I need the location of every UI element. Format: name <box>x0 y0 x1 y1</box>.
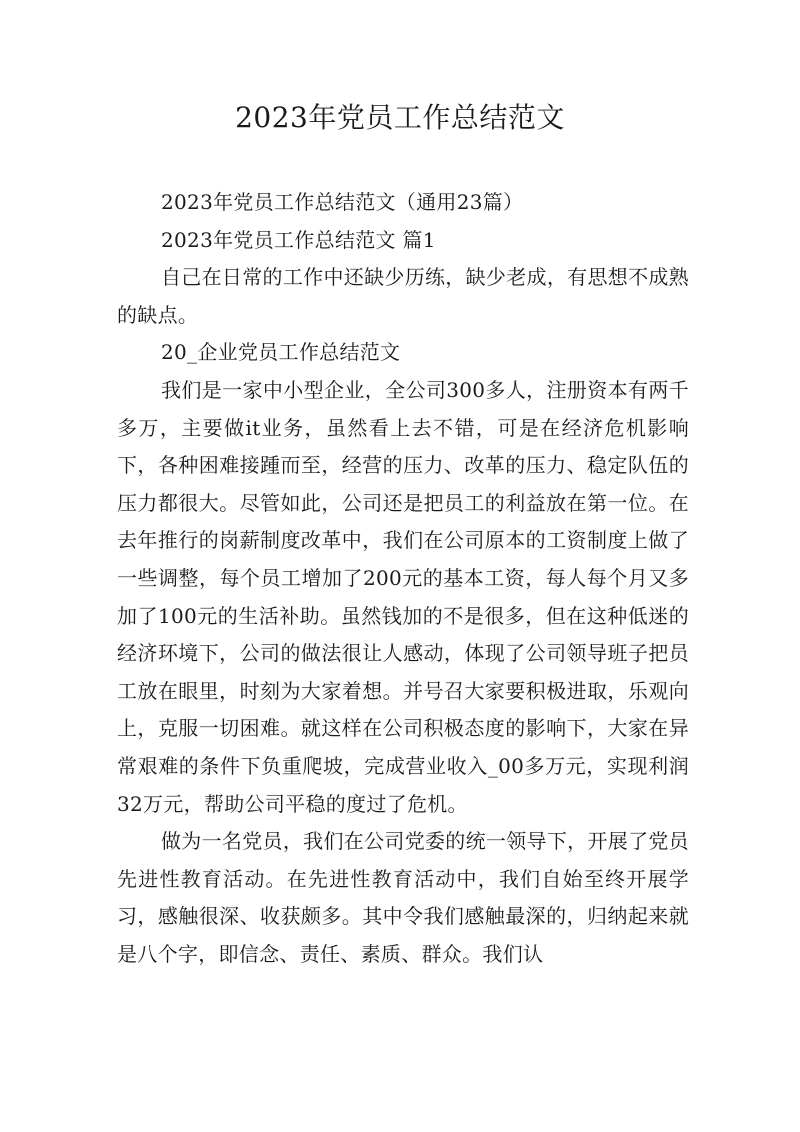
paragraph-section-heading: 2023年党员工作总结范文 篇1 <box>161 227 436 252</box>
document-body <box>117 184 689 973</box>
paragraph: 做为一名党员，我们在公司党委的统一领导下，开展了党员先进性教育活动。在先进性教育活动中，我们自始至终开展学习，感触很深、收获颇多。其中令我们感触最深的，归纳起来就是八个字，即信念、责任、素质、群众。我们认 <box>117 829 689 966</box>
paragraph: 我们是一家中小型企业，全公司300多人，注册资本有两千多万，主要做it业务，虽然看上去不错，可是在经济危机影响下，各种困难接踵而至，经营的压力、改革的压力、稳定队伍的压力都很大。尽管如此，公司还是把员工的利益放在第一位。在去年推行的岗薪制度改革中，我们在公司原本的工资制度上做了一些调整，每个员工增加了200元的基本工资，每人每个月又多加了100元的生活补助。虽然钱加的不是很多，但在这种低迷的经济环境下，公司的做法很让人感动，体现了公司领导班子把员工放在眼里，时刻为大家着想。并号召大家要积极进取，乐观向上，克服一切困难。就这样在公司积极态度的影响下，大家在异常艰难的条件下负重爬坡，完成营业收入_00多万元，实现利润32万元，帮助公司平稳的度过了危机。 <box>117 377 689 816</box>
document-title: 2023年党员工作总结范文 <box>235 101 565 134</box>
paragraph: 自己在日常的工作中还缺少历练，缺少老成，有思想不成熟的缺点。 <box>117 265 689 327</box>
paragraph-section-heading: 20_企业党员工作总结范文 <box>161 340 401 365</box>
paragraph-subtitle: 2023年党员工作总结范文（通用23篇） <box>161 190 524 214</box>
